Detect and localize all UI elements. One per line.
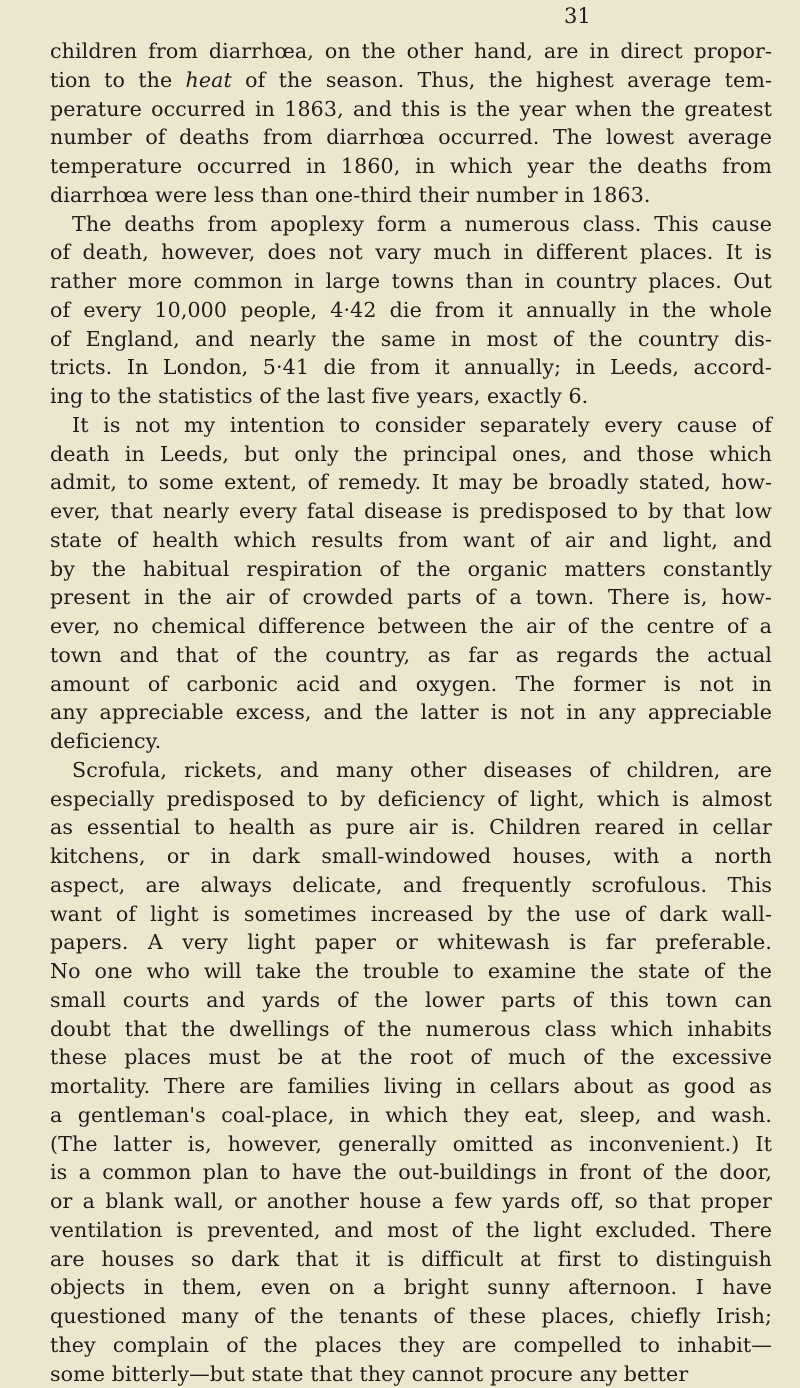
text-line: mortality. There are families living in cellars about as good as [50, 1072, 772, 1101]
text-line: by the habitual respiration of the organic matters constantly [50, 555, 772, 584]
text-line: of death, however, does not vary much in different places. It is [50, 238, 772, 267]
text-line: deficiency. [50, 727, 772, 756]
text-line: It is not my intention to consider separately every cause of [50, 411, 772, 440]
text-line: ing to the statistics of the last five years, exactly 6. [50, 382, 772, 411]
text-line: No one who will take the trouble to examine the state of the [50, 957, 772, 986]
text-line: especially predisposed to by deficiency of light, which is almost [50, 785, 772, 814]
text-line: diarrhœa were less than one-third their number in 1863. [50, 181, 772, 210]
text-line: state of health which results from want of air and light, and [50, 526, 772, 555]
text-line: small courts and yards of the lower parts of this town can [50, 986, 772, 1015]
text-line: questioned many of the tenants of these places, chiefly Irish; [50, 1302, 772, 1331]
text-line: are houses so dark that it is difficult at first to distinguish [50, 1245, 772, 1274]
text-line: amount of carbonic acid and oxygen. The former is not in [50, 670, 772, 699]
text-line: children from diarrhœa, on the other hand, are in direct propor- [50, 37, 772, 66]
text-line: admit, to some extent, of remedy. It may be broadly stated, how- [50, 468, 772, 497]
italic-word: heat [186, 68, 232, 92]
text-line: a gentleman's coal-place, in which they eat, sleep, and wash. [50, 1101, 772, 1130]
text-line: number of deaths from diarrhœa occurred. The lowest average [50, 123, 772, 152]
text-line: perature occurred in 1863, and this is the year when the greatest [50, 95, 772, 124]
text-line: they complain of the places they are compelled to inhabit— [50, 1331, 772, 1360]
text-line: tricts. In London, 5·41 die from it annually; in Leeds, accord- [50, 353, 772, 382]
body-text [50, 37, 772, 1388]
text-line: tion to the heat of the season. Thus, the highest average tem- [50, 66, 772, 95]
text-line: ever, no chemical difference between the air of the centre of a [50, 612, 772, 641]
text-line: present in the air of crowded parts of a town. There is, how- [50, 583, 772, 612]
text-line: of every 10,000 people, 4·42 die from it annually in the whole [50, 296, 772, 325]
text-line: doubt that the dwellings of the numerous class which inhabits [50, 1015, 772, 1044]
text-line: is a common plan to have the out-buildings in front of the door, [50, 1158, 772, 1187]
text-line: death in Leeds, but only the principal ones, and those which [50, 440, 772, 469]
text-line: want of light is sometimes increased by the use of dark wall- [50, 900, 772, 929]
page-number: 31 [564, 1, 591, 31]
text-line: ventilation is prevented, and most of the light excluded. There [50, 1216, 772, 1245]
text-line: or a blank wall, or another house a few yards off, so that proper [50, 1187, 772, 1216]
text-line: Scrofula, rickets, and many other diseases of children, are [50, 756, 772, 785]
text-line: ever, that nearly every fatal disease is predisposed to by that low [50, 497, 772, 526]
text-line: aspect, are always delicate, and frequently scrofulous. This [50, 871, 772, 900]
text-line: temperature occurred in 1860, in which year the deaths from [50, 152, 772, 181]
text-line: any appreciable excess, and the latter is not in any appreciable [50, 698, 772, 727]
text-line: these places must be at the root of much of the excessive [50, 1043, 772, 1072]
text-line: kitchens, or in dark small-windowed houses, with a north [50, 842, 772, 871]
text-line: town and that of the country, as far as regards the actual [50, 641, 772, 670]
text-line: as essential to health as pure air is. Children reared in cellar [50, 813, 772, 842]
text-line: some bitterly—but state that they cannot procure any better [50, 1360, 772, 1388]
text-line: of England, and nearly the same in most of the country dis- [50, 325, 772, 354]
text-line: rather more common in large towns than in country places. Out [50, 267, 772, 296]
text-line: papers. A very light paper or whitewash is far preferable. [50, 928, 772, 957]
text-line: objects in them, even on a bright sunny afternoon. I have [50, 1273, 772, 1302]
text-line: The deaths from apoplexy form a numerous class. This cause [50, 210, 772, 239]
text-line: (The latter is, however, generally omitted as inconvenient.) It [50, 1130, 772, 1159]
